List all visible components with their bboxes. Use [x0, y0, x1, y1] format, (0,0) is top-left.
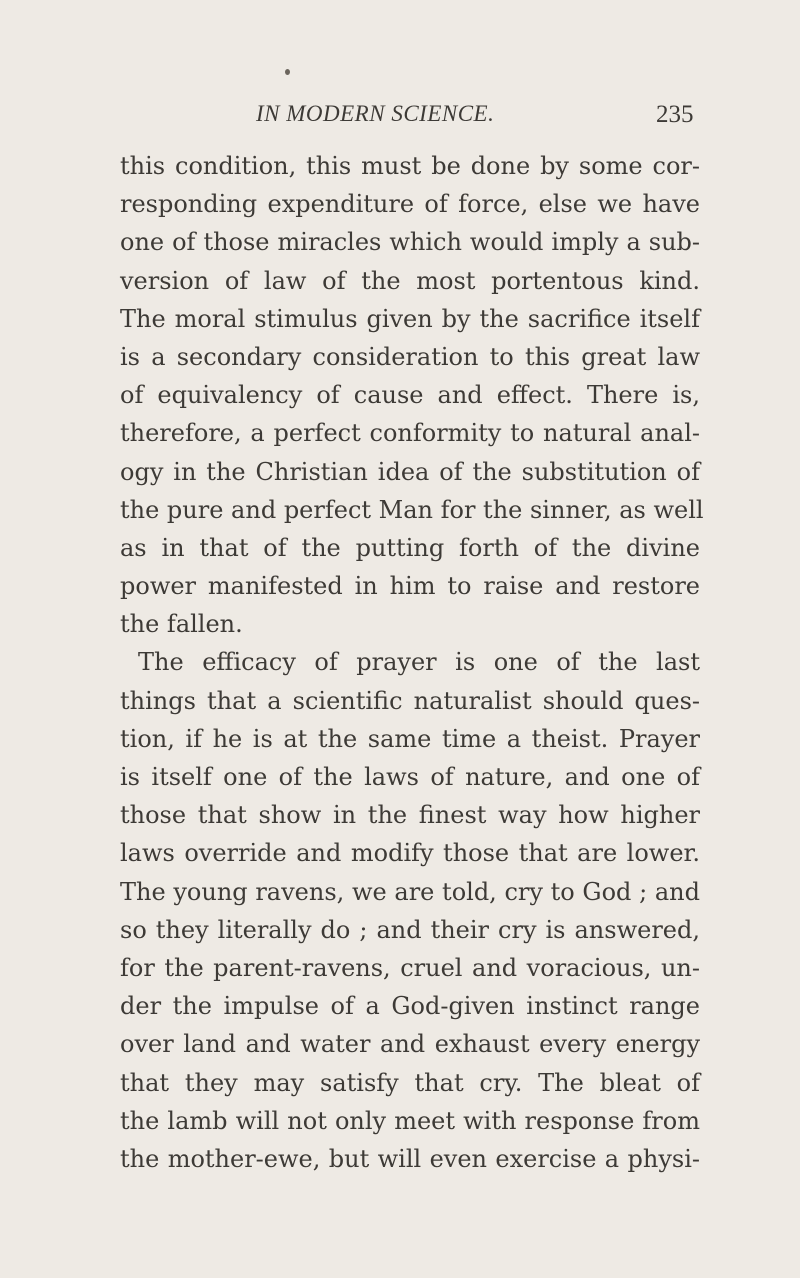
text-line: power manifested in him to raise and restore: [120, 572, 700, 601]
text-line: The young ravens, we are told, cry to God ; and: [120, 877, 700, 906]
text-line: things that a scientific naturalist should ques-: [120, 686, 700, 715]
text-line: is itself one of the laws of nature, and one of: [120, 763, 700, 791]
text-line: ogy in the Christian idea of the substitution of: [120, 457, 700, 486]
text-line: version of law of the most portentous kind.: [120, 266, 700, 295]
text-line: for the parent-ravens, cruel and voracious, un-: [120, 953, 700, 982]
text-line: those that show in the finest way how higher: [120, 801, 700, 830]
text-line: der the impulse of a God-given instinct range: [120, 992, 700, 1021]
text-line: is a secondary consideration to this great law: [120, 342, 700, 371]
text-line: over land and water and exhaust every energy: [120, 1030, 700, 1059]
running-head: [0, 101, 800, 133]
ink-speck: [285, 69, 290, 75]
running-head-title: IN MODERN SCIENCE.: [256, 101, 495, 126]
text-line: as in that of the putting forth of the divine: [120, 533, 700, 562]
text-line: the pure and perfect Man for the sinner, as well: [120, 495, 704, 524]
text-line: the mother-ewe, but will even exercise a physi-: [120, 1144, 700, 1173]
text-line: this condition, this must be done by some cor-: [120, 152, 700, 180]
text-line: one of those miracles which would imply a sub-: [120, 228, 700, 257]
text-line: therefore, a perfect conformity to natural anal-: [120, 419, 700, 448]
text-line: tion, if he is at the same time a theist. Prayer: [120, 724, 700, 753]
paragraph-last-line: the fallen.: [120, 610, 243, 639]
text-line: so they literally do ; and their cry is answered,: [120, 915, 700, 944]
text-line: that they may satisfy that cry. The bleat of: [120, 1068, 700, 1097]
page-number: 235: [656, 101, 694, 128]
text-line: the lamb will not only meet with response from: [120, 1106, 700, 1135]
text-line: of equivalency of cause and effect. There is,: [120, 381, 700, 410]
paragraph-first-line: The efficacy of prayer is one of the last: [138, 648, 700, 677]
text-line: The moral stimulus given by the sacrifice itself: [120, 304, 700, 333]
body-text: [120, 147, 704, 1178]
text-line: responding expenditure of force, else we have: [120, 190, 700, 219]
text-line: laws override and modify those that are lower.: [120, 839, 700, 868]
